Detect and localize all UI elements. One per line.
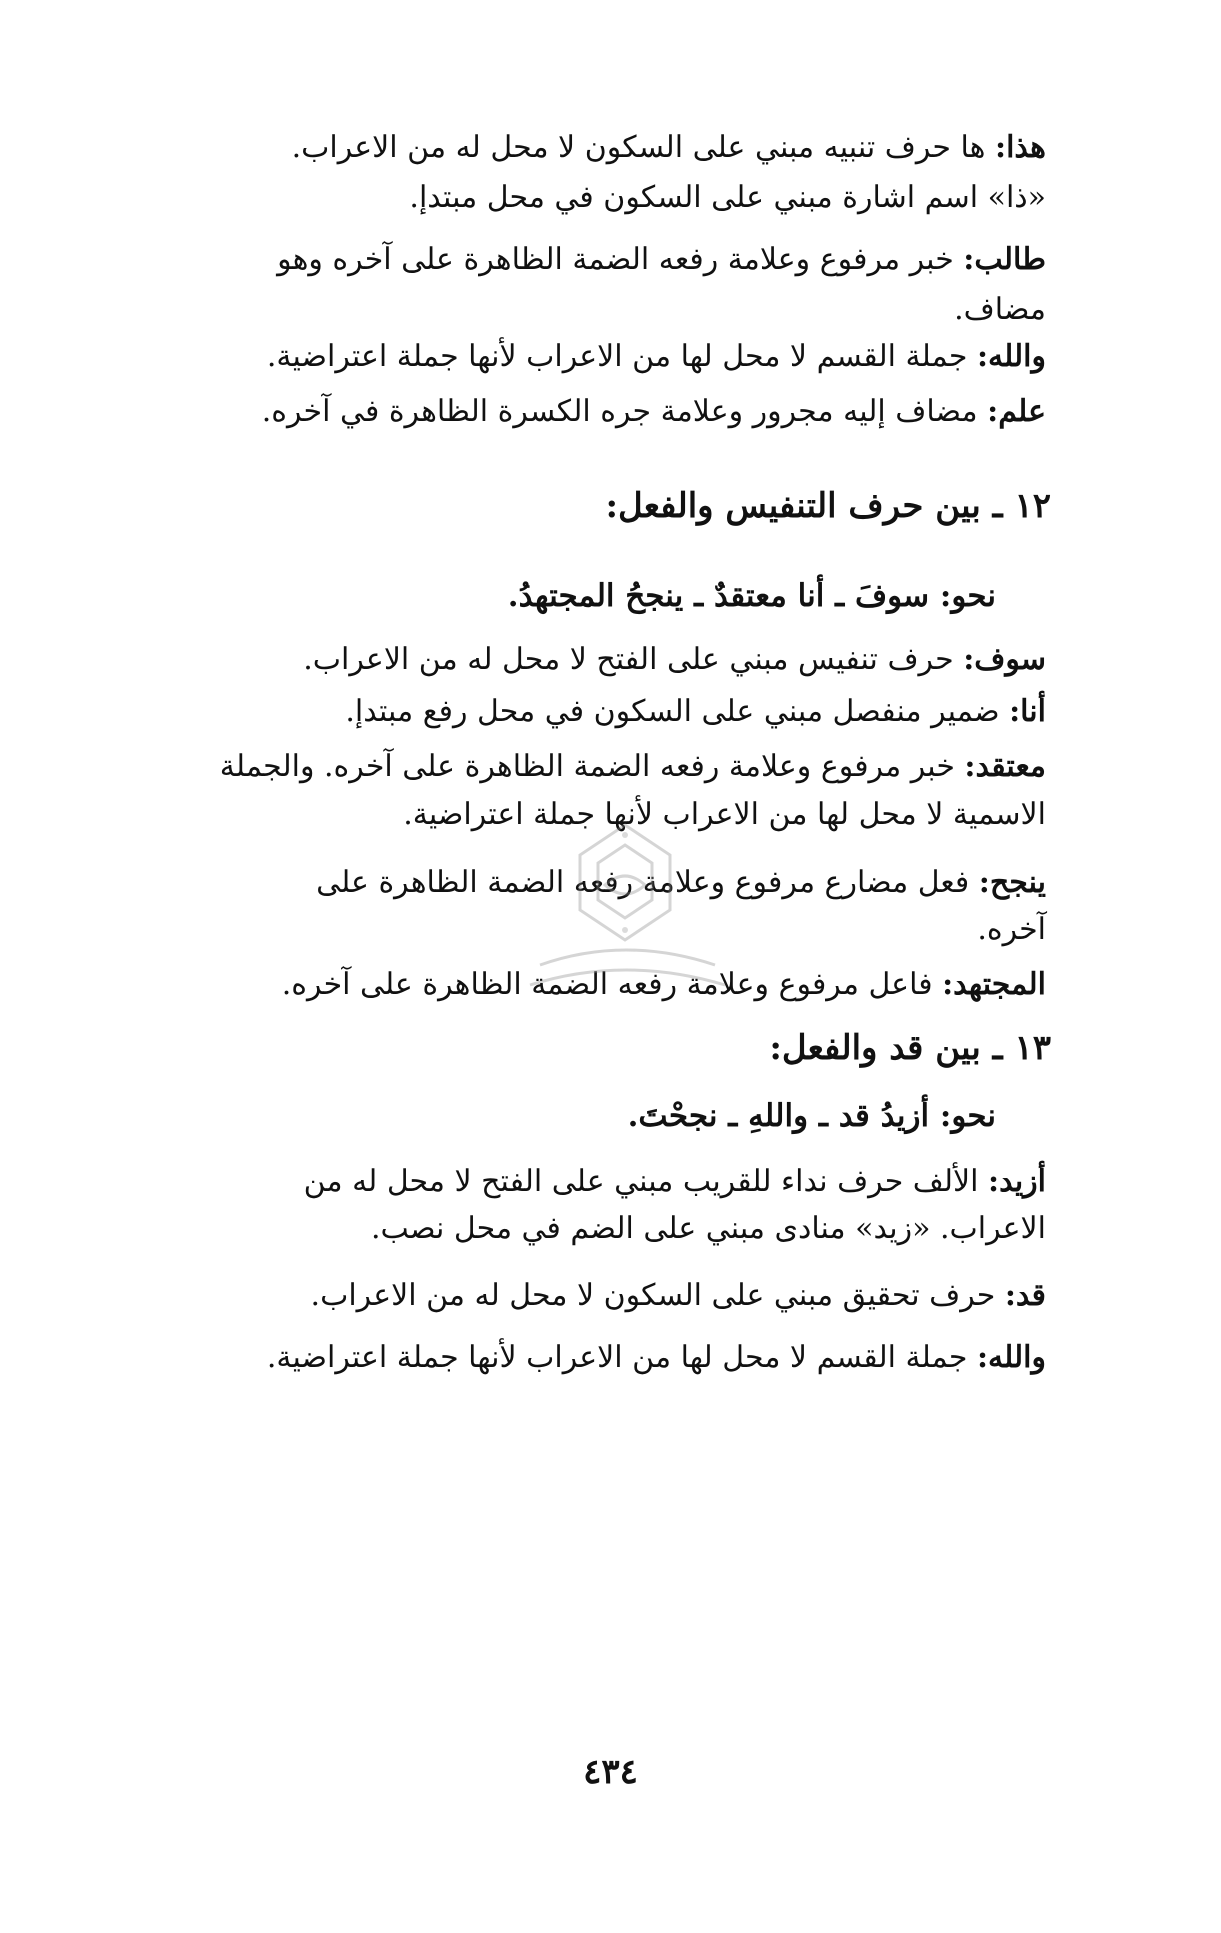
library-seal-watermark-icon — [500, 815, 750, 1005]
text-line: علم: مضاف إليه مجرور وعلامة جره الكسرة الظاهرة في آخره. — [261, 394, 1046, 429]
section-heading: ١٣ ـ بين قد والفعل: — [769, 1028, 1051, 1068]
text-line: المجتهد: فاعل مرفوع وعلامة رفعه الضمة الظاهرة على آخره. — [281, 967, 1046, 1002]
text-line: أزيد: الألف حرف نداء للقريب مبني على الفتح لا محل له من — [303, 1164, 1046, 1199]
text-line: «ذا» اسم اشارة مبني على السكون في محل مبتدإ. — [409, 180, 1046, 215]
text-line: والله: جملة القسم لا محل لها من الاعراب لأنها جملة اعتراضية. — [266, 1340, 1046, 1375]
text-line: ينجح: فعل مضارع مرفوع وعلامة رفعه الضمة الظاهرة على — [316, 865, 1046, 900]
example-line: نحو: سوفَ ـ أنا معتقدٌ ـ ينجحُ المجتهدُ. — [507, 578, 996, 614]
text-line: آخره. — [977, 912, 1046, 947]
text-line: سوف: حرف تنفيس مبني على الفتح لا محل له من الاعراب. — [303, 642, 1046, 677]
text-line: هذا: ها حرف تنبيه مبني على السكون لا محل له من الاعراب. — [291, 130, 1046, 165]
text-line: مضاف. — [954, 292, 1046, 327]
page-number: ٤٣٤ — [583, 1752, 638, 1792]
example-line: نحو: أزيدُ قد ـ واللهِ ـ نجحْتَ. — [627, 1098, 996, 1134]
text-line: قد: حرف تحقيق مبني على السكون لا محل له من الاعراب. — [310, 1278, 1046, 1313]
text-line: معتقد: خبر مرفوع وعلامة رفعه الضمة الظاهرة على آخره. والجملة — [219, 749, 1046, 784]
text-line: طالب: خبر مرفوع وعلامة رفعه الضمة الظاهرة على آخره وهو — [277, 242, 1046, 277]
text-line: الاعراب. «زيد» منادى مبني على الضم في محل نصب. — [370, 1211, 1046, 1246]
text-line: أنا: ضمير منفصل مبني على السكون في محل رفع مبتدإ. — [345, 694, 1046, 729]
text-line: الاسمية لا محل لها من الاعراب لأنها جملة اعتراضية. — [403, 797, 1046, 832]
text-line: والله: جملة القسم لا محل لها من الاعراب لأنها جملة اعتراضية. — [266, 339, 1046, 374]
section-heading: ١٢ ـ بين حرف التنفيس والفعل: — [605, 486, 1051, 526]
